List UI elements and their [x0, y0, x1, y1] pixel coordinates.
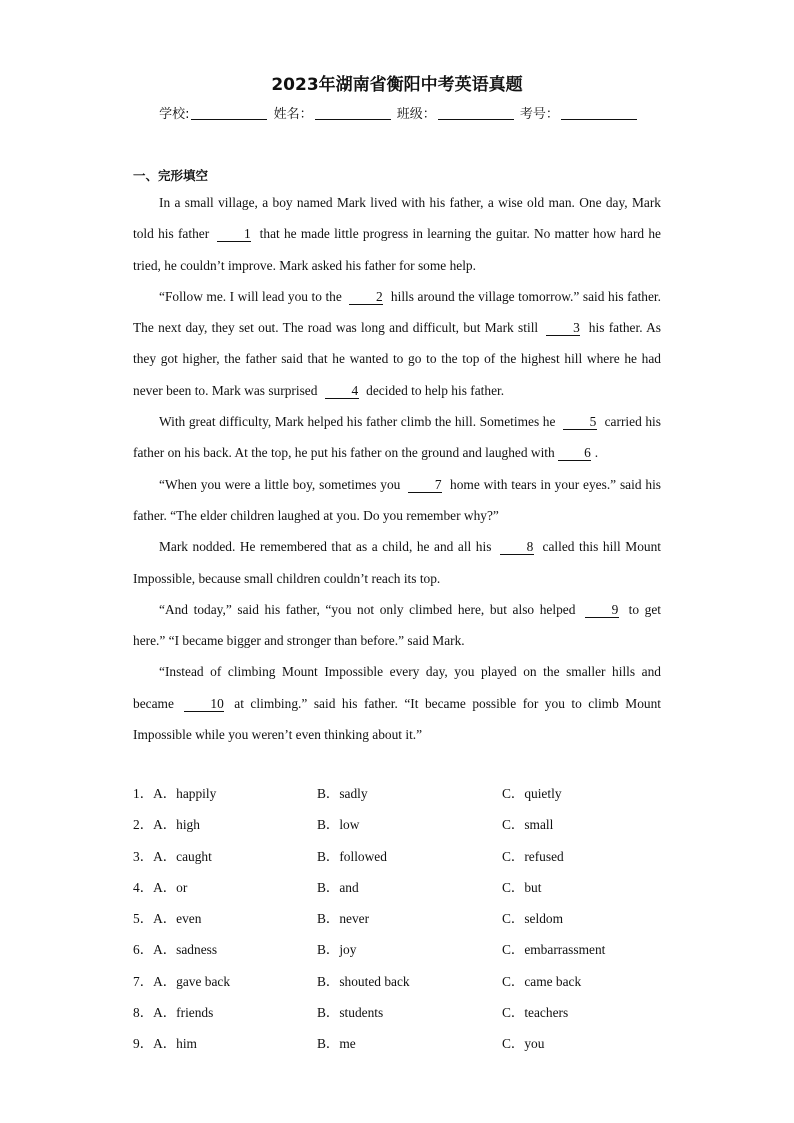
number-field[interactable] [561, 107, 637, 120]
passage-text: “And today,” said his father, “you not only climbed here, but also helped [159, 601, 582, 617]
option-a[interactable]: 5．A．even [133, 911, 202, 927]
passage-text: called this hill Mount Impossible, because small children couldn’t reach its top. [133, 539, 661, 586]
option-row [133, 809, 673, 840]
name-label: 姓名： [273, 107, 313, 122]
page-title: 2023年湖南省衡阳中考英语真题 [271, 75, 523, 95]
option-b[interactable]: B．and [317, 879, 359, 895]
option-a[interactable]: 8．A．friends [133, 1005, 214, 1021]
passage-text: that he made little progress in learning the guitar. No matter how hard he tried, he couldn’t improve. Mark asked his father for some help. [133, 226, 661, 273]
option-b[interactable]: B．shouted back [317, 973, 410, 989]
blank-9: 9 [585, 603, 619, 618]
option-row [133, 966, 673, 997]
paragraph [133, 594, 661, 657]
passage-text: In a small village, a boy named Mark lived with his father, a wise old man. One day, Mark told his father [133, 195, 661, 242]
option-row [133, 778, 673, 809]
blank-10: 10 [184, 697, 223, 712]
passage-text: hills around the village tomorrow.” said his father. The next day, they set out. The road was long and difficult, but Mark still [133, 288, 661, 336]
option-a[interactable]: 2．A．high [133, 817, 200, 833]
passage-text: carried his father on his back. At the top, he put his father on the ground and laughed with [133, 414, 661, 461]
option-b[interactable]: B．joy [317, 942, 357, 958]
student-info-line [0, 103, 794, 122]
blank-8: 8 [500, 540, 534, 555]
option-b[interactable]: B．followed [317, 848, 387, 864]
option-c[interactable]: C．refused [502, 848, 564, 864]
blank-2: 2 [349, 290, 383, 305]
blank-3: 3 [546, 321, 580, 336]
section-heading: 一、完形填空 [133, 168, 209, 183]
passage-text: Mark nodded. He remembered that as a child, he and all his [159, 539, 496, 555]
option-b[interactable]: B．low [317, 817, 360, 833]
passage-text: his father. As they got higher, the father said that he wanted to go to the top of the highest hill where he had never been to. Mark was surprised [133, 320, 661, 398]
option-c[interactable]: C．quietly [502, 786, 562, 801]
paragraph [133, 406, 661, 469]
option-row [133, 872, 673, 903]
blank-6: 6 [558, 446, 591, 461]
paragraph [133, 187, 661, 281]
school-label: 学校: [159, 107, 190, 122]
passage-text: “Instead of climbing Mount Impossible every day, you played on the smaller hills and became [133, 664, 661, 711]
blank-4: 4 [325, 384, 359, 399]
cloze-passage [133, 187, 661, 750]
passage-text: . [594, 445, 599, 461]
option-row [133, 841, 673, 872]
class-label: 班级： [396, 107, 436, 122]
paragraph [133, 656, 661, 750]
option-b[interactable]: B．me [317, 1036, 356, 1052]
option-row [133, 1028, 673, 1059]
option-b[interactable]: B．students [317, 1005, 384, 1021]
option-row [133, 934, 673, 965]
option-c[interactable]: C．embarrassment [502, 942, 606, 958]
paragraph [133, 531, 661, 594]
option-a[interactable]: 9．A．him [133, 1036, 197, 1052]
passage-text: With great difficulty, Mark helped his father climb the hill. Sometimes he [159, 414, 559, 430]
blank-7: 7 [408, 478, 442, 493]
option-b[interactable]: B．sadly [317, 786, 368, 801]
number-label: 考号： [519, 107, 559, 122]
option-row [133, 903, 673, 934]
option-a[interactable]: 1．A．happily [133, 786, 217, 801]
option-a[interactable]: 7．A．gave back [133, 973, 231, 989]
option-c[interactable]: C．but [502, 879, 542, 895]
option-c[interactable]: C．came back [502, 973, 582, 989]
passage-text: at climbing.” said his father. “It became possible for you to climb Mount Impossible while you weren’t even thinking about it.” [133, 695, 661, 743]
paragraph [133, 281, 661, 406]
option-a[interactable]: 6．A．sadness [133, 942, 218, 958]
option-c[interactable]: C．you [502, 1036, 545, 1052]
class-field[interactable] [438, 107, 514, 120]
passage-text: decided to help his father. [362, 382, 505, 398]
option-c[interactable]: C．small [502, 817, 554, 833]
passage-text: to get here.” “I became bigger and stronger than before.” said Mark. [133, 601, 661, 649]
blank-5: 5 [563, 415, 597, 430]
blank-1: 1 [217, 227, 251, 242]
option-a[interactable]: 3．A．caught [133, 848, 212, 864]
option-row [133, 997, 673, 1028]
option-c[interactable]: C．teachers [502, 1005, 569, 1021]
passage-text: home with tears in your eyes.” said his father. “The elder children laughed at you. Do you remember why?” [133, 476, 662, 523]
passage-text: “Follow me. I will lead you to the [159, 288, 346, 304]
passage-text: “When you were a little boy, sometimes you [159, 476, 405, 492]
option-a[interactable]: 4．A．or [133, 879, 188, 895]
name-field[interactable] [315, 107, 391, 120]
paragraph [133, 469, 661, 532]
school-field[interactable] [191, 107, 267, 120]
option-b[interactable]: B．never [317, 911, 370, 927]
answer-options [133, 778, 673, 1060]
option-c[interactable]: C．seldom [502, 911, 564, 927]
